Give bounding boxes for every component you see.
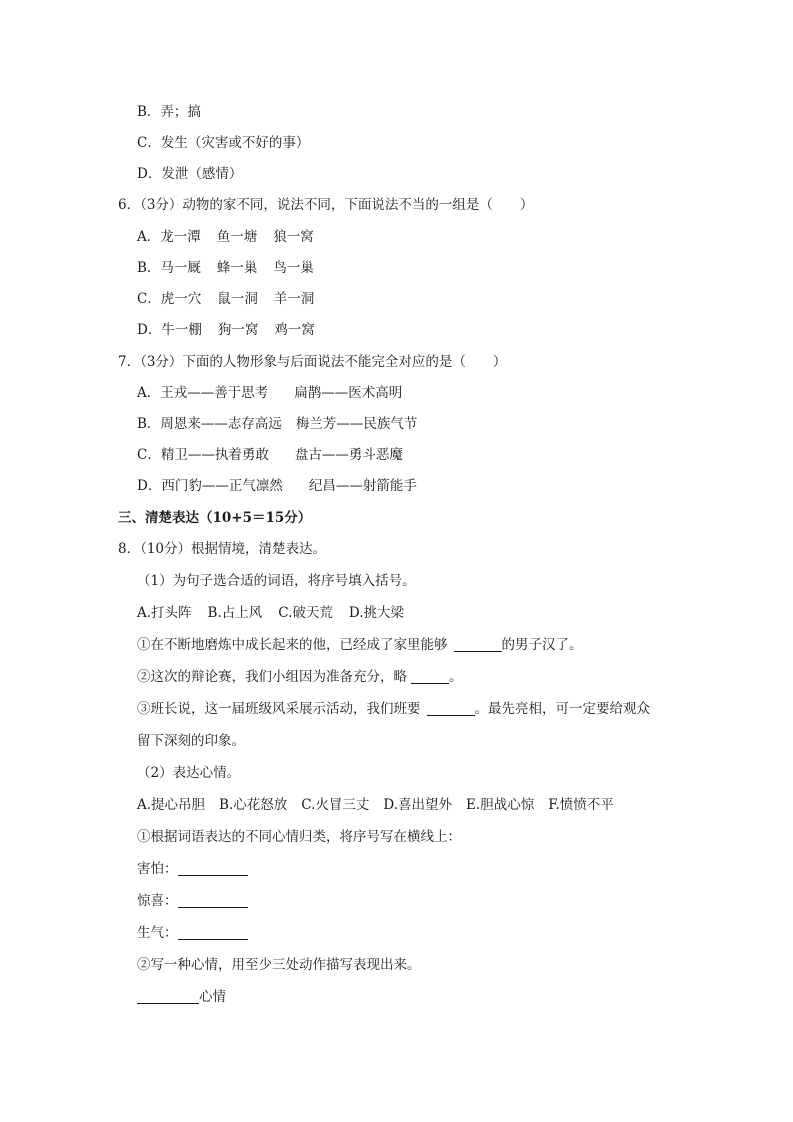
part2-choice-c: C.火冒三丈 (301, 797, 370, 813)
fear-answer-blank[interactable] (178, 861, 248, 876)
q6-option-d (137, 321, 315, 339)
s1-before: ①在不断地磨炼中成长起来的他，已经成了家里能够 (137, 637, 448, 653)
q8-part1-title: （1）为句子选合适的词语，将序号填入括号。 (137, 573, 416, 589)
part2-choice-d: D.喜出望外 (383, 797, 453, 813)
q7-option-b (137, 415, 417, 433)
q8-part2-instruction-2: ②写一种心情，用至少三处动作描写表现出来。 (137, 957, 421, 973)
q6-stem: 6．（3分）动物的家不同，说法不同，下面说法不当的一组是（ ） (118, 197, 534, 213)
s3-before: ③班长说，这一届班级风采展示活动，我们班要 (137, 701, 421, 717)
fear-label: 害怕： (137, 861, 178, 877)
q6-option-a (137, 228, 314, 246)
q7-option-a (137, 384, 402, 402)
q6-option-c (137, 290, 314, 308)
part1-choice-b: B.占上风 (207, 605, 263, 621)
s2-before: ②这次的辩论赛，我们小组因为准备充分，略 (137, 669, 407, 685)
mood-row (137, 988, 226, 1006)
s2-after: 。 (449, 669, 463, 685)
mood-answer-blank[interactable] (137, 989, 199, 1004)
q6-a-2: 鱼一塘 (216, 229, 258, 245)
section-3-heading: 三、清楚表达（10+5＝15分） (118, 510, 312, 526)
q8-part2-choices (137, 796, 614, 814)
q7-c-2: 盘古——勇斗恶魔 (294, 447, 403, 463)
q6-c-2: 鼠一洞 (217, 291, 258, 307)
q7-stem: 7．（3分）下面的人物形象与后面说法不能完全对应的是（ ） (118, 354, 507, 370)
q6-a-1: A．龙一潭 (137, 229, 201, 245)
q7-d-2: 纪昌——射箭能手 (308, 478, 417, 494)
anger-answer-blank[interactable] (178, 925, 248, 940)
q7-option-d (137, 477, 417, 495)
part1-choice-c: C.破天荒 (278, 605, 333, 621)
joy-answer-blank[interactable] (178, 893, 248, 908)
q5-option-d: D．发泄（感情） (137, 166, 243, 182)
q6-option-b (137, 259, 314, 277)
q8-part2-title: （2）表达心情。 (137, 765, 241, 781)
joy-label: 惊喜： (137, 893, 178, 909)
s1-answer-blank[interactable] (454, 637, 502, 652)
s1-after: 的男子汉了。 (501, 637, 583, 653)
q8-part2-instruction-1: ①根据词语表达的不同心情归类，将序号写在横线上： (137, 829, 461, 845)
q7-a-1: A．王戎——善于思考 (137, 385, 269, 401)
q7-d-1: D．西门豹——正气凛然 (137, 478, 283, 494)
joy-row (137, 892, 248, 910)
s3-answer-blank[interactable] (427, 701, 475, 716)
q8-sentence-3-continued: 留下深刻的印象。 (137, 733, 245, 749)
mood-suffix: 心情 (199, 989, 226, 1005)
part1-choice-d: D.挑大梁 (348, 605, 405, 621)
q6-c-3: 羊一洞 (273, 291, 315, 307)
q7-c-1: C．精卫——执着勇敢 (137, 447, 269, 463)
part2-choice-b: B.心花怒放 (219, 797, 288, 813)
q8-part1-choices (137, 604, 404, 622)
q8-sentence-2 (137, 668, 463, 686)
q5-option-c: C．发生（灾害或不好的事） (137, 135, 310, 151)
anger-row (137, 924, 248, 942)
q7-a-2: 扁鹊——医术高明 (294, 385, 403, 401)
part1-choice-a: A.打头阵 (137, 605, 192, 621)
q6-d-2: 狗一窝 (217, 322, 259, 338)
s2-answer-blank[interactable] (411, 669, 449, 684)
part2-choice-a: A.提心吊胆 (137, 797, 206, 813)
fear-row (137, 860, 248, 878)
q6-b-2: 蜂一巢 (216, 260, 258, 276)
q6-d-1: D．牛一棚 (137, 322, 202, 338)
q6-c-1: C．虎一穴 (137, 291, 202, 307)
q8-sentence-3 (137, 700, 650, 718)
q7-b-2: 梅兰芳——民族气节 (295, 416, 418, 432)
q6-b-1: B．马一厩 (137, 260, 201, 276)
anger-label: 生气： (137, 925, 178, 941)
q8-stem: 8．（10分）根据情境，清楚表达。 (118, 541, 327, 557)
q6-d-3: 鸡一窝 (274, 322, 315, 338)
q7-b-1: B．周恩来——志存高远 (137, 416, 282, 432)
q6-b-3: 鸟一巢 (273, 260, 314, 276)
q5-option-b: B．弄；搞 (137, 104, 201, 120)
q8-sentence-1 (137, 636, 583, 654)
part2-choice-e: E.胆战心惊 (466, 797, 535, 813)
q6-a-3: 狼一窝 (273, 229, 314, 245)
q7-option-c (137, 446, 403, 464)
s3-after: 。最先亮相，可一定要给观众 (474, 701, 650, 717)
part2-choice-f: F.愤愤不平 (548, 797, 614, 813)
